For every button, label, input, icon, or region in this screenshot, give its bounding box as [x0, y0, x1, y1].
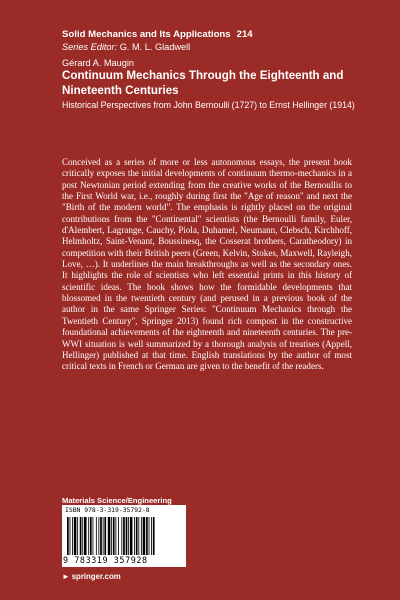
book-description: Conceived as a series of more or less autonomous essays, the present book critically exposes the initial developments of continuum thermo-mechanics in a post Newtonian period extending from the creative works of the Bernoullis to the First World war, i.e., roughly during first the "Age of reason" and next the "Birth of the modern world". The emphasis is rightly placed on the original contributions from the "Continental" scientists (the Bernoulli family, Euler, d'Alembert, Lagrange, Cauchy, Piola, Duhamel, Neumann, Clebsch, Kirchhoff, Helmholtz, Saint-Venant, Boussinesq, the Cosserat brothers, Caratheodory) in competition with their British peers (Green, Kelvin, Stokes, Maxwell, Rayleigh, Love, …). It underlines the main breakthroughs as well as the secondary ones. It highlights the role of scientists who left essential prints in this history of scientific ideas. The book shows how the formidable developments that blossomed in the twentieth century (and perused in a previous book of the author in the same Springer Series: "Continuum Mechanics through the Twentieth Century", Springer 2013) found rich compost in the constructive foundational achievements of the eighteenth and nineteenth centuries. The pre-WWI situation is well summarized by a thorough analysis of treatises (Appell, Hellinger) published at that time. English translations by the author of most critical texts in French or German are given to the benefit of the readers.	[62, 157, 352, 372]
book-title: Continuum Mechanics Through the Eighteenth and Nineteenth Centuries	[62, 69, 344, 97]
isbn-barcode	[62, 505, 186, 567]
isbn-text: ISBN 978-3-319-35792-8	[65, 506, 150, 514]
series-name: Solid Mechanics and Its Applications	[62, 29, 231, 40]
barcode-bars	[67, 517, 181, 555]
series-editor-line	[62, 42, 190, 52]
series-number: 214	[236, 29, 253, 40]
series-editor-name: G. M. L. Gladwell	[119, 42, 191, 52]
book-subtitle: Historical Perspectives from John Bernoulli (1727) to Ernst Hellinger (1914)	[62, 100, 355, 110]
publisher-link[interactable]	[62, 572, 121, 581]
series-editor-label: Series Editor:	[62, 42, 118, 52]
subject-category: Materials Science/Engineering	[62, 496, 172, 505]
arrow-right-icon: ►	[62, 572, 70, 581]
ean-digits: 9 783319 357928	[63, 555, 148, 565]
publisher-url: springer.com	[71, 572, 121, 581]
series-line	[62, 29, 253, 40]
book-author: Gérard A. Maugin	[62, 58, 135, 68]
